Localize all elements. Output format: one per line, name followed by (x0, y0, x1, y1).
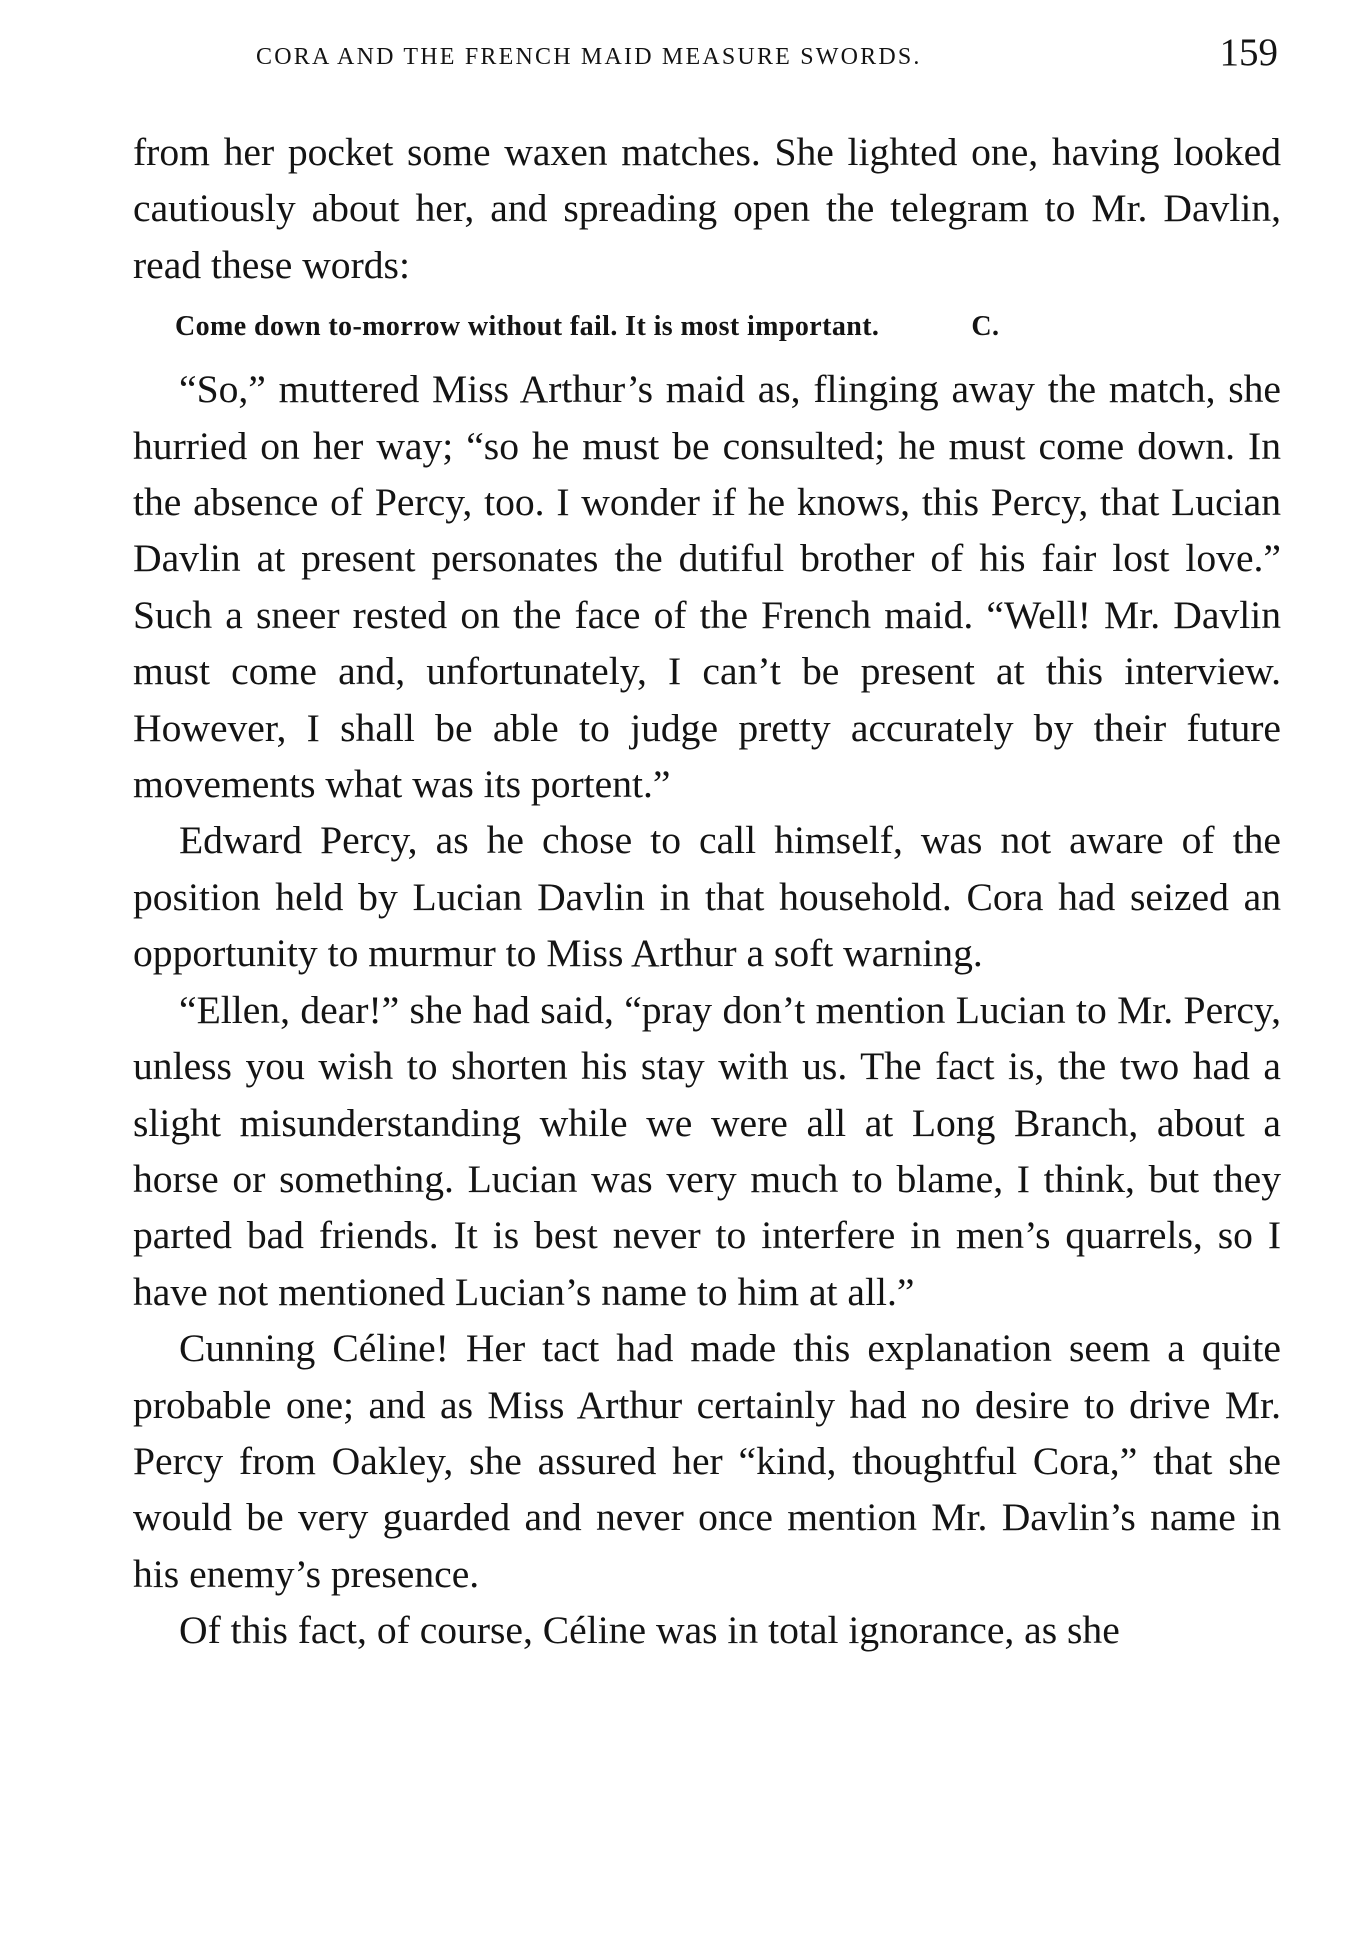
paragraph-continued: from her pocket some waxen matches. She lighted one, having looked cautiously about her, and spreading open the telegram to Mr. Davlin, read these words: (133, 130, 1281, 287)
paragraph: Edward Percy, as he chose to call himself, was not aware of the position held by Lucian Davlin in that household. Cora had seized an opportunity to murmur to Miss Arthur a soft warning. (133, 818, 1281, 976)
running-head (133, 30, 1278, 86)
paragraph: “So,” muttered Miss Arthur’s maid as, flinging away the match, she hurried on her way; “so he must be consulted; he must come down. In the absence of Percy, too. I wonder if he knows, this Percy, that Lucian Davlin at present personates the dutiful brother of his fair lost love.” Such a sneer rested on the face of the French maid. “Well! Mr. Davlin must come and, unfortunately, I can’t be present at this interview. However, I shall be able to judge pretty accurately by their future movements what was its portent.” (133, 367, 1281, 807)
body-text (133, 124, 1281, 1659)
telegram-text (175, 307, 1281, 347)
running-title: CORA AND THE FRENCH MAID MEASURE SWORDS. (256, 44, 922, 70)
paragraph: “Ellen, dear!” she had said, “pray don’t mention Lucian to Mr. Percy, unless you wish to shorten his stay with us. The fact is, the two had a slight misunderstanding while we were all at Long Branch, about a horse or something. Lucian was very much to blame, I think, but they parted bad friends. It is best never to interfere in men’s quarrels, so I have not mentioned Lucian’s name to him at all.” (133, 987, 1281, 1314)
paragraph: Of this fact, of course, Céline was in total ignorance, as she (179, 1608, 1120, 1653)
paragraph: Cunning Céline! Her tact had made this explanation seem a quite probable one; and as Miss Arthur certainly had no desire to drive Mr. Percy from Oakley, she assured her “kind, thoughtful Cora,” that she would be very guarded and never once mention Mr. Davlin’s name in his enemy’s presence. (133, 1326, 1281, 1596)
page-number: 159 (1219, 31, 1278, 74)
telegram-message: Come down to-morrow without fail. It is most important. (175, 311, 880, 343)
telegram-signature: C. (971, 311, 1000, 343)
